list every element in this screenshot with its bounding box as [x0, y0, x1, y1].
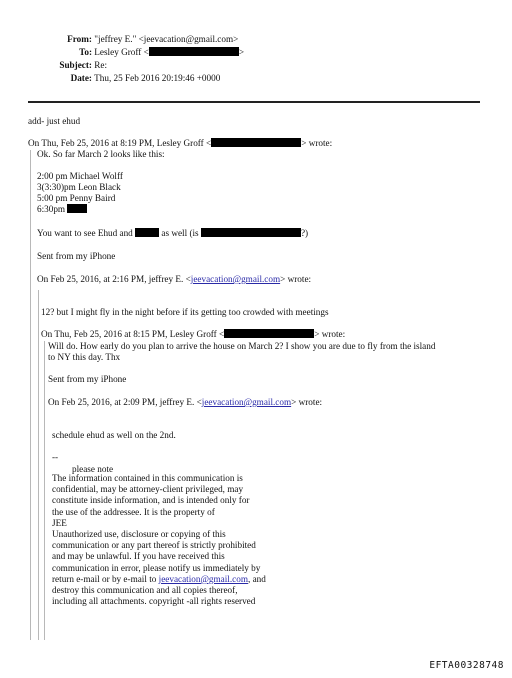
- document-id: EFTA00328748: [429, 660, 504, 672]
- quote4-text: schedule ehud as well on the 2nd.: [52, 430, 176, 440]
- reply-text: add- just ehud: [28, 116, 81, 126]
- redaction-block: [201, 228, 301, 237]
- sent-from-iphone-1: Sent from my iPhone: [37, 251, 116, 261]
- date-label: Date:: [70, 73, 92, 83]
- to-value-prefix: Lesley Groff <: [94, 47, 149, 57]
- schedule-item: 5:00 pm Penny Baird: [37, 193, 116, 203]
- please-note: please note: [72, 464, 114, 474]
- header-date: [20, 73, 220, 84]
- date-value: Thu, 25 Feb 2016 20:19:46 +0000: [94, 73, 221, 83]
- quote-bar-3: [44, 341, 45, 640]
- disclaimer-line: return e-mail or by e-mail to jeevacation@gmail.com, and: [52, 573, 266, 584]
- disclaimer-line: including all attachments. copyright -all rights reserved: [52, 596, 256, 607]
- schedule-item: 2:00 pm Michael Wolff: [37, 171, 123, 181]
- quote2-text: 12? but I might fly in the night before if its getting too crowded with meetings: [41, 307, 329, 317]
- quote-bar-2: [38, 290, 39, 640]
- sent-from-iphone-2: Sent from my iPhone: [48, 374, 127, 384]
- disclaimer-line: Unauthorized use, disclosure or copying of this: [52, 529, 226, 540]
- header-subject: [20, 60, 107, 71]
- header-from: [20, 34, 238, 45]
- from-value: "jeffrey E." <jeevacation@gmail.com>: [94, 34, 239, 44]
- disclaimer-line: confidential, may be attorney-client privileged, may: [52, 484, 244, 495]
- header-to: [20, 47, 244, 58]
- to-label: To:: [79, 47, 92, 57]
- email-link[interactable]: jeevacation@gmail.com: [158, 573, 248, 584]
- disclaimer-line: communication or any part thereof is strictly prohibited: [52, 540, 256, 551]
- disclaimer-line: destroy this communication and all copies thereof,: [52, 585, 238, 596]
- from-label: From:: [67, 34, 92, 44]
- subject-value: Re:: [94, 60, 108, 70]
- to-value-suffix: >: [238, 47, 244, 57]
- subject-label: Subject:: [59, 60, 92, 70]
- quote3-attribution: On Thu, Feb 25, 2016 at 8:15 PM, Lesley Groff < > wrote:: [41, 329, 346, 339]
- quote3-text-1: Will do. How early do you plan to arrive the house on March 2? I show you are due to fly from the island: [48, 341, 436, 351]
- redaction-block: [135, 228, 159, 237]
- disclaimer-line: constitute inside information, and is intended only for: [52, 495, 250, 506]
- disclaimer-line: communication in error, please notify us immediately by: [52, 562, 261, 573]
- schedule-item: 3(3:30)pm Leon Black: [37, 182, 121, 192]
- quote1-text: Ok. So far March 2 looks like this:: [37, 149, 165, 159]
- header-divider: [28, 101, 480, 103]
- signature-dash: --: [52, 452, 59, 462]
- disclaimer-line: JEE: [52, 517, 67, 528]
- schedule-item: 6:30pm: [37, 204, 87, 215]
- quote-bar-1: [30, 150, 31, 640]
- quote1-ehud-line: You want to see Ehud and as well (is ?): [37, 228, 309, 238]
- disclaimer-line: and may be unlawful. If you have received this: [52, 551, 225, 562]
- redaction-block: [211, 138, 301, 147]
- redaction-block: [67, 204, 87, 213]
- disclaimer-line: The information contained in this communication is: [52, 473, 243, 483]
- redaction-block: [224, 329, 314, 338]
- redaction-block: [149, 47, 239, 56]
- quote3-text-2: to NY this day. Thx: [48, 352, 121, 362]
- disclaimer: [52, 473, 312, 607]
- quote2-attribution: On Feb 25, 2016, at 2:16 PM, jeffrey E. <jeevacation@gmail.com> wrote:: [37, 274, 312, 284]
- disclaimer-line: the use of the addressee. It is the property of: [52, 506, 215, 517]
- email-link[interactable]: jeevacation@gmail.com: [201, 397, 292, 407]
- email-link[interactable]: jeevacation@gmail.com: [190, 274, 281, 284]
- quote4-attribution: On Feb 25, 2016, at 2:09 PM, jeffrey E. <jeevacation@gmail.com> wrote:: [48, 397, 323, 407]
- quote1-attribution: On Thu, Feb 25, 2016 at 8:19 PM, Lesley Groff < > wrote:: [28, 138, 333, 148]
